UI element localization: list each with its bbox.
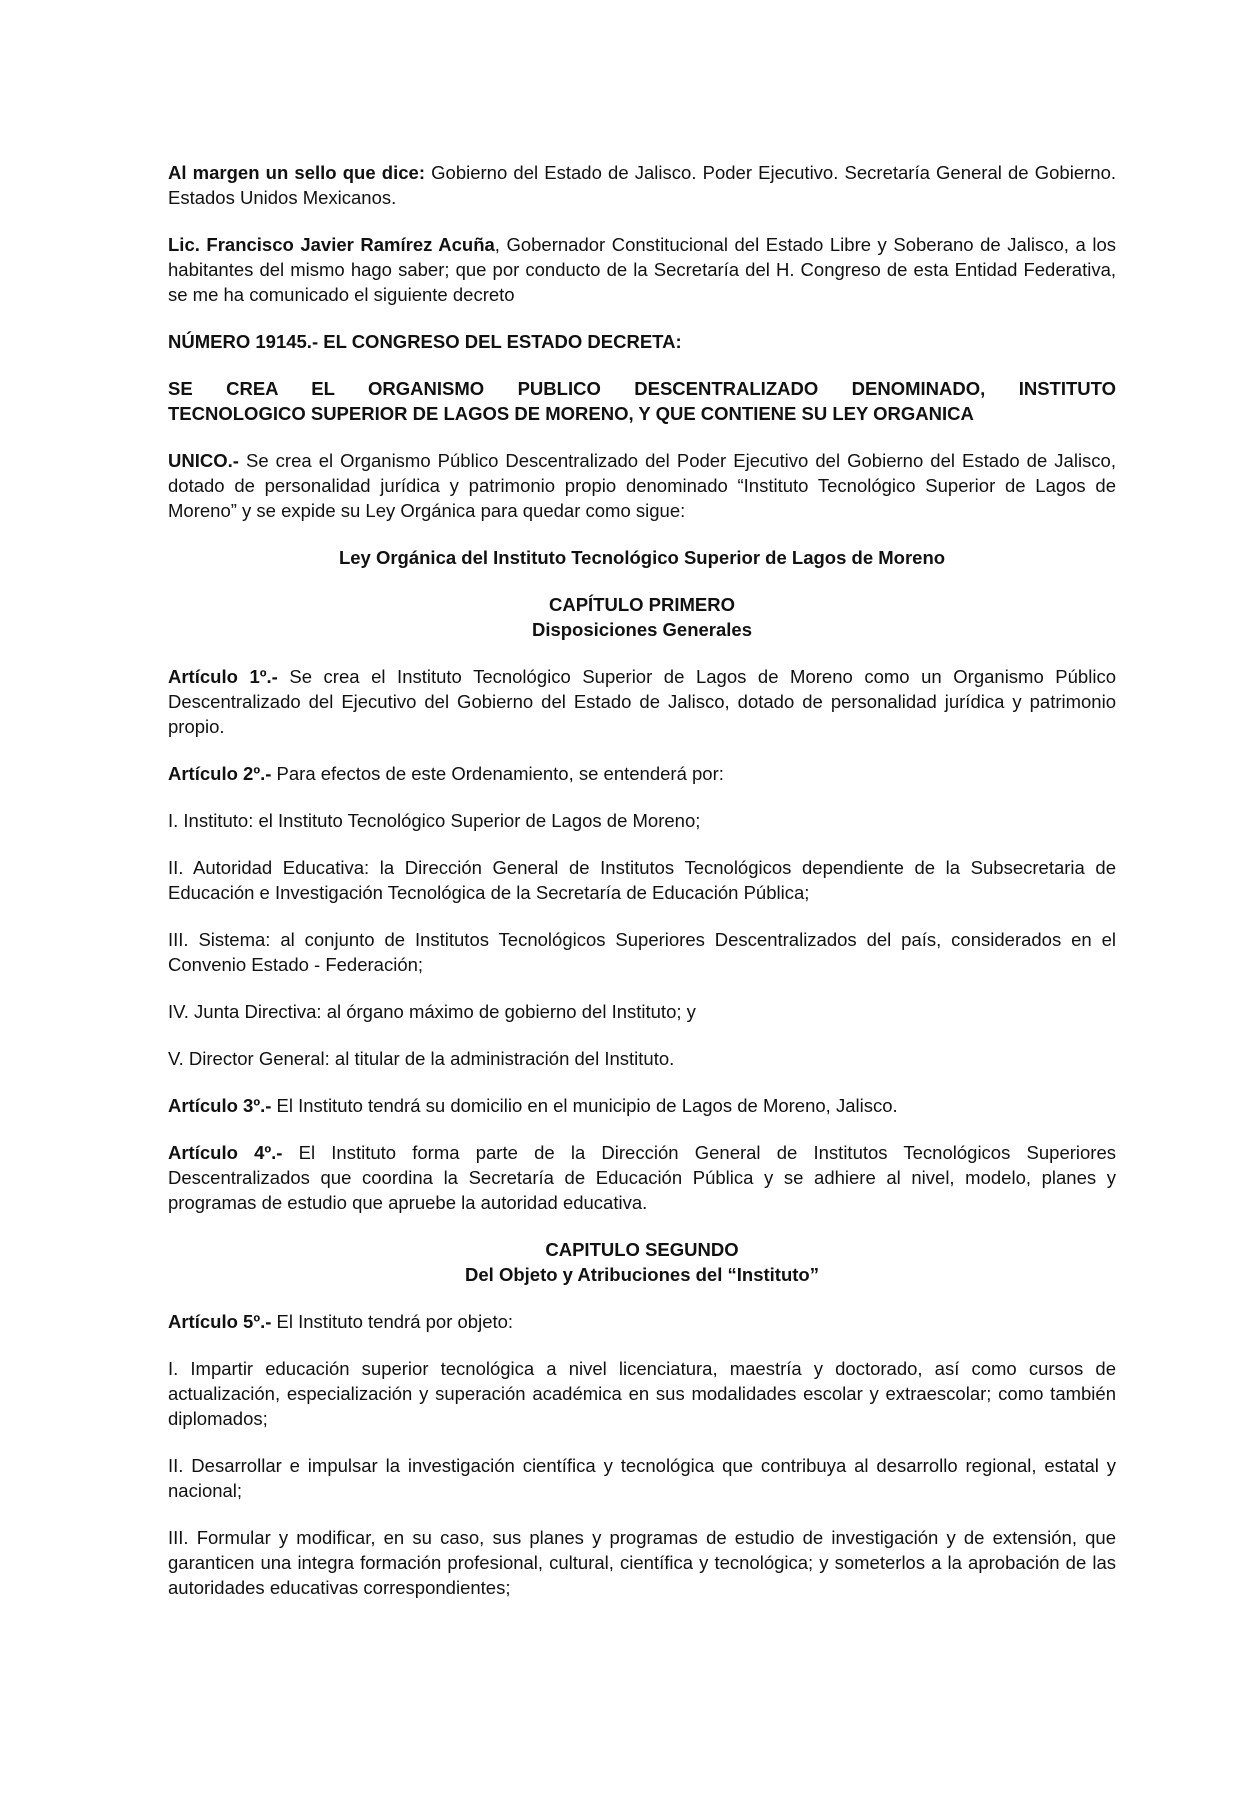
decree-number: NÚMERO 19145.- EL CONGRESO DEL ESTADO DECRETA: <box>168 331 682 352</box>
article-5-item-2: II. Desarrollar e impulsar la investigación científica y tecnológica que contribuya al desarrollo regional, estatal y nacional; <box>168 1455 1116 1501</box>
seal-paragraph <box>168 160 1116 210</box>
article-3-label: Artículo 3º.- <box>168 1095 272 1116</box>
article-2-item-1: I. Instituto: el Instituto Tecnológico Superior de Lagos de Moreno; <box>168 810 701 831</box>
unico-text: Se crea el Organismo Público Descentralizado del Poder Ejecutivo del Gobierno del Estado de Jalisco, dotado de personalidad jurídica y patrimonio propio denominado “Instituto Tecnológico Superior de Lagos de Moreno” y se expide su Ley Orgánica para quedar como sigue: <box>168 450 1116 521</box>
governor-paragraph <box>168 232 1116 307</box>
chapter-1-subtitle: Disposiciones Generales <box>531 619 753 640</box>
article-3 <box>168 1093 1116 1118</box>
unico-label: UNICO.- <box>168 450 239 471</box>
article-2-item-5: V. Director General: al titular de la administración del Instituto. <box>168 1048 675 1069</box>
unico-paragraph <box>168 448 1116 523</box>
article-5-label: Artículo 5º.- <box>168 1311 272 1332</box>
article-1-text: Se crea el Instituto Tecnológico Superior de Lagos de Moreno como un Organismo Público Descentralizado del Ejecutivo del Gobierno del Estado de Jalisco, dotado de personalidad jurídica y patrimonio propio. <box>168 666 1116 737</box>
chapter-2-title: CAPITULO SEGUNDO <box>545 1239 739 1260</box>
governor-text: , Gobernador Constitucional del Estado Libre y Soberano de Jalisco, a los habitantes del mismo hago saber; que por conducto de la Secretaría del H. Congreso de esta Entidad Federativa, se me ha comunicado el siguiente decreto <box>168 234 1116 305</box>
article-4 <box>168 1140 1116 1215</box>
article-1-label: Artículo 1º.- <box>168 666 278 687</box>
law-title: Ley Orgánica del Instituto Tecnológico Superior de Lagos de Moreno <box>338 547 946 568</box>
chapter-2-heading <box>168 1237 1116 1287</box>
seal-text: Gobierno del Estado de Jalisco. Poder Ejecutivo. Secretaría General de Gobierno. Estados Unidos Mexicanos. <box>168 162 1117 208</box>
chapter-1-heading <box>168 592 1116 642</box>
article-1 <box>168 664 1116 739</box>
creation-heading <box>168 376 1116 426</box>
chapter-2-subtitle: Del Objeto y Atribuciones del “Instituto” <box>465 1264 819 1285</box>
article-2-text: Para efectos de este Ordenamiento, se entenderá por: <box>271 763 724 784</box>
governor-name: Lic. Francisco Javier Ramírez Acuña <box>168 234 495 255</box>
article-2-item-4: IV. Junta Directiva: al órgano máximo de gobierno del Instituto; y <box>168 1001 696 1022</box>
article-2-item-3: III. Sistema: al conjunto de Institutos Tecnológicos Superiores Descentralizados del país, considerados en el Convenio Estado - Federación; <box>168 929 1116 975</box>
article-5-item-3: III. Formular y modificar, en su caso, sus planes y programas de estudio de investigación y de extensión, que garanticen una integra formación profesional, cultural, científica y tecnológica; y someterlos a la aprobación de las autoridades educativas correspondientes; <box>168 1527 1116 1598</box>
creation-line-2: TECNOLOGICO SUPERIOR DE LAGOS DE MORENO, Y QUE CONTIENE SU LEY ORGANICA <box>168 403 974 424</box>
chapter-1-title: CAPÍTULO PRIMERO <box>548 594 736 615</box>
article-5-text: El Instituto tendrá por objeto: <box>271 1311 514 1332</box>
article-2 <box>168 761 1116 786</box>
article-4-text: El Instituto forma parte de la Dirección General de Institutos Tecnológicos Superiores Descentralizados que coordina la Secretaría de Educación Pública y se adhiere al nivel, modelo, planes y programas de estudio que apruebe la autoridad educativa. <box>168 1142 1116 1213</box>
article-2-label: Artículo 2º.- <box>168 763 272 784</box>
seal-label: Al margen un sello que dice: <box>168 162 425 183</box>
document-page <box>168 160 1116 1622</box>
article-4-label: Artículo 4º.- <box>168 1142 283 1163</box>
article-2-item-2: II. Autoridad Educativa: la Dirección General de Institutos Tecnológicos dependiente de la Subsecretaria de Educación e Investigación Tecnológica de la Secretaría de Educación Pública; <box>168 857 1116 903</box>
article-3-text: El Instituto tendrá su domicilio en el municipio de Lagos de Moreno, Jalisco. <box>271 1095 898 1116</box>
article-5 <box>168 1309 1116 1334</box>
article-5-item-1: I. Impartir educación superior tecnológica a nivel licenciatura, maestría y doctorado, así como cursos de actualización, especialización y superación académica en sus modalidades escolar y extraescolar; como también diplomados; <box>168 1358 1116 1429</box>
creation-line-1: SE CREA EL ORGANISMO PUBLICO DESCENTRALIZADO DENOMINADO, INSTITUTO <box>168 378 1116 399</box>
